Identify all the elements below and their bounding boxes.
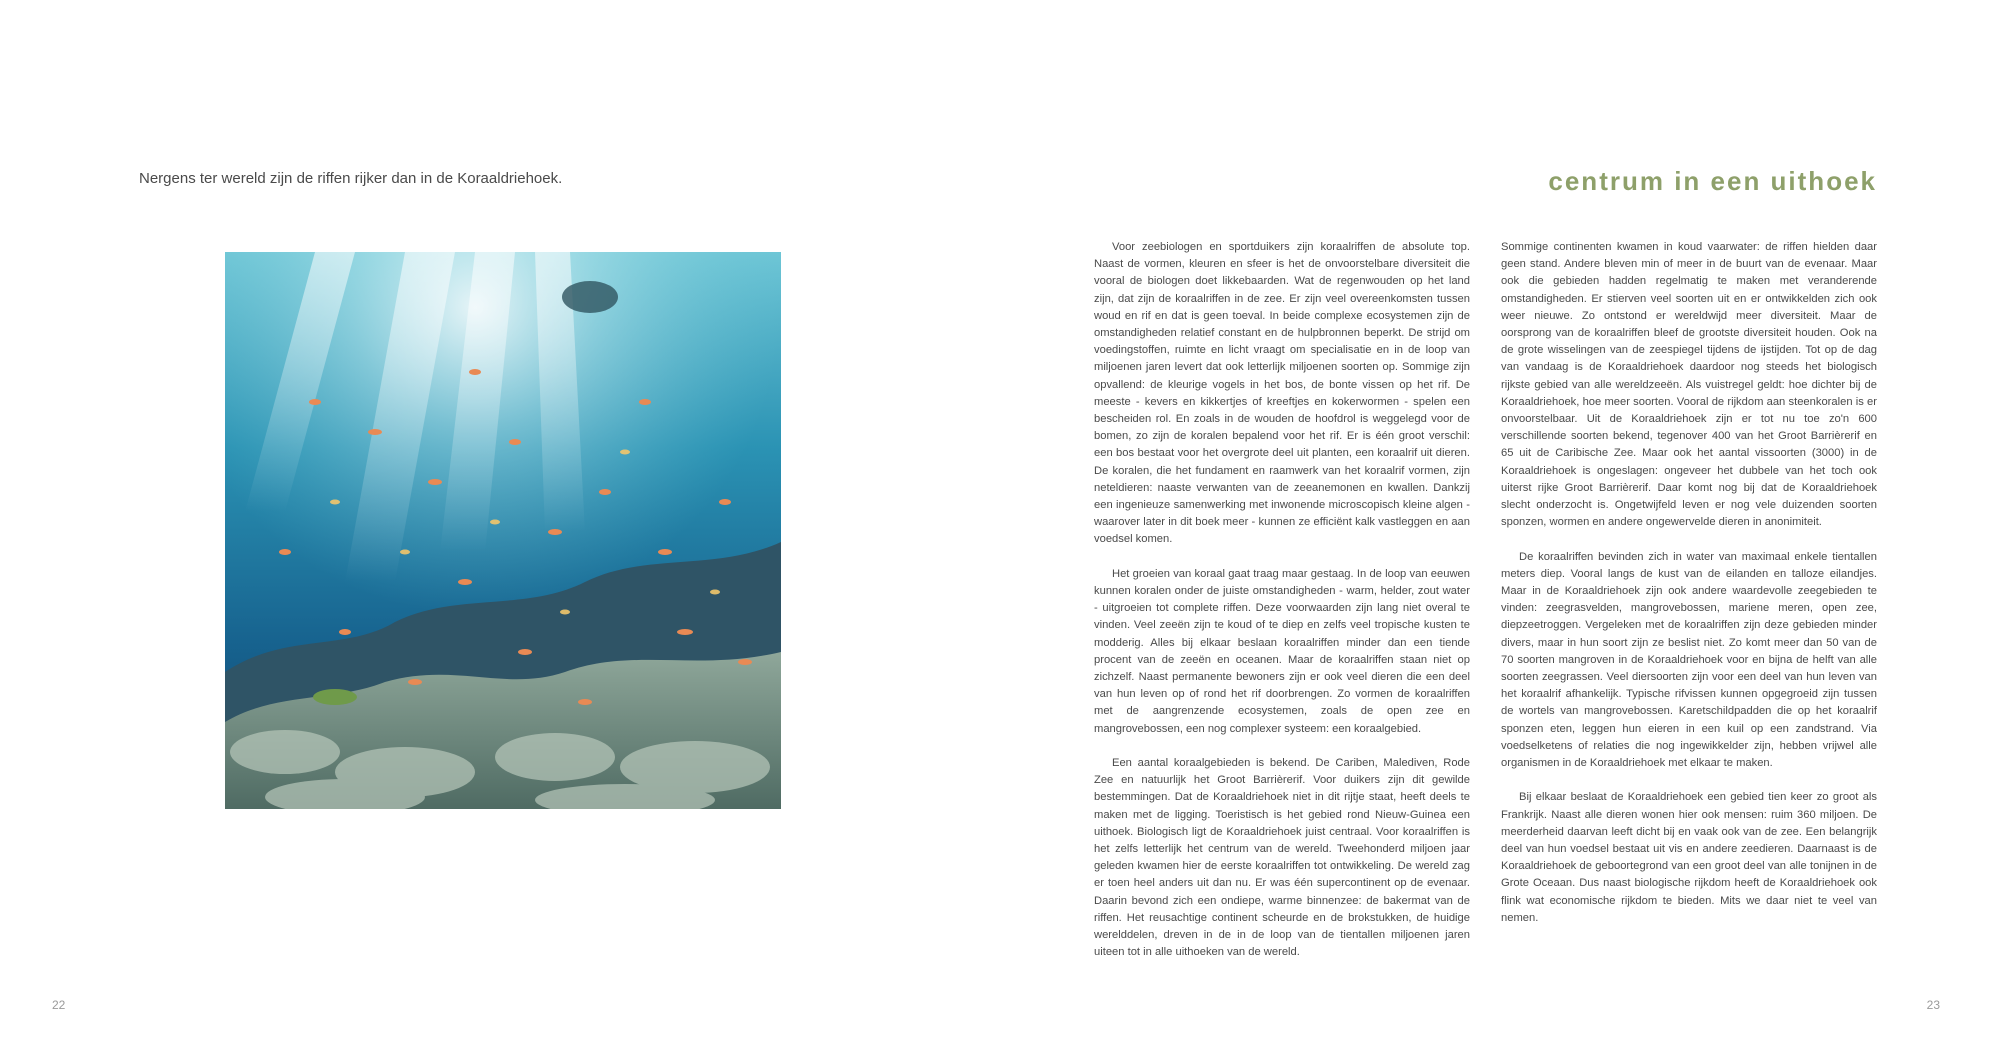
paragraph: Een aantal koraalgebieden is bekend. De Cariben, Malediven, Rode Zee en natuurlijk het Groot Barrièrerif. Voor duikers zijn dit gewilde bestemmingen. Dat de Koraaldriehoek niet in dit rijtje staat, heeft deels te maken met de ligging. Toeristisch is het gebied rond Nieuw-Guinea een uithoek. Biologisch ligt de Koraaldriehoek juist centraal. Voor koraalriffen is het zelfs letterlijk het centrum van de wereld. Tweehonderd miljoen jaar geleden kwamen hier de eerste koraalriffen tot ontwikkeling. De wereld zag er toen heel anders uit dan nu. Er was één supercontinent op de evenaar. Daarin bevond zich een ondiepe, warme binnenzee: de bakermat van de riffen. Het reusachtige continent scheurde en de brokstukken, de huidige werelddelen, dreven in de in de loop van de tientallen miljoenen jaren uiteen tot in alle uithoeken van de wereld. (1094, 757, 1470, 959)
text-column-right (1501, 239, 1877, 944)
paragraph: Voor zeebiologen en sportduikers zijn koraalriffen de absolute top. Naast de vormen, kleuren en sfeer is het de onvoorstelbare diversiteit die vooral de biologen doet likkebaarden. Wat de regenwouden op het land zijn, dat zijn de koraalriffen in de zee. Er zijn veel overeenkomsten tussen woud en rif en dat is geen toeval. In beide complexe ecosystemen zijn de omstandigheden relatief constant en de hulpbronnen beperkt. De strijd om voedingstoffen, ruimte en licht vraagt om specialisatie en in de loop van miljoenen jaren levert dat ook letterlijk miljoenen soorten op. Sommige zijn opvallend: de kleurige vogels in het bos, de bonte vissen op het rif. De meeste - kevers en kikkertjes of kreeftjes en kokerwormen - spelen een bescheiden rol. En zoals in de wouden de hoofdrol is weggelegd voor de bomen, zo zijn de koralen bepalend voor het rif. Er is één groot verschil: een bos bestaat voor het overgrote deel uit planten, een koraalrif uit dieren. De koralen, die het fundament en raamwerk van het koraalrif vormen, zijn neteldieren: naaste verwanten van de zeeanemonen en kwallen. Dankzij een ingenieuze samenwerking met inwonende microscopisch kleine algen - waarover later in dit boek meer - kunnen ze efficiënt kalk vastleggen en aan voedsel komen. (1094, 241, 1470, 546)
paragraph: Het groeien van koraal gaat traag maar gestaag. In de loop van eeuwen kunnen koralen onder de juiste omstandigheden - warm, helder, zout water - uitgroeien tot complete riffen. Deze voorwaarden zijn lang niet overal te vinden. Veel zeeën zijn te koud of te diep en zelfs veel tropische kusten te modderig. Alles bij elkaar beslaan koraalriffen minder dan een tiende procent van de zeeën en oceanen. Maar de koraalriffen staan niet op zichzelf. Naast permanente bewoners zijn er ook veel dieren die een deel van hun leven op of rond het rif doorbrengen. Zo vormen de koraalriffen met de aangrenzende ecosystemen, zoals de open zee en mangrovebossen, een nog complexer systeem: een koraalgebied. (1094, 567, 1470, 735)
coral-reef-photo (225, 252, 781, 809)
photo-caption: Nergens ter wereld zijn de riffen rijker dan in de Koraaldriehoek. (139, 170, 563, 187)
paragraph: Sommige continenten kwamen in koud vaarwater: de riffen hielden daar geen stand. Andere bleven min of meer in de buurt van de evenaar. Maar ook die gebieden hadden regelmatig te maken met veranderende omstandigheden. Er stierven veel soorten uit en er ontwikkelden zich ook weer nieuwe. Zo ontstond er wereldwijd meer diversiteit. Maar de oorsprong van de koraalriffen bleef de grootste diversiteit houden. Ook na de grote wisselingen van de zeespiegel tijdens de ijstijden. Tot op de dag van vandaag is de Koraaldriehoek daardoor nog steeds het biologisch rijkste gebied van alle wereldzeeën. Als vuistregel geldt: hoe dichter bij de Koraaldriehoek, hoe meer soorten. Vooral de rijkdom aan steenkoralen is er onvoorstelbaar. Uit de Koraaldriehoek zijn er tot nu toe zo'n 600 verschillende soorten bekend, tegenover 400 van het Groot Barrièrerif en 65 uit de Caribische Zee. Maar ook het aantal vissoorten (3000) in de Koraaldriehoek is ongeslagen: ongeveer het dubbele van het toch ook uiterst rijke Groot Barrièrerif. Daar komt nog bij dat de Koraaldriehoek slecht onderzocht is. Ongetwijfeld leven er nog vele duizenden soorten sponzen, wormen en andere ongewervelde dieren in anonimiteit. (1501, 241, 1877, 529)
text-column-left (1094, 239, 1470, 979)
paragraph: Bij elkaar beslaat de Koraaldriehoek een gebied tien keer zo groot als Frankrijk. Naast alle dieren wonen hier ook mensen: ruim 360 miljoen. De meerderheid daarvan leeft dicht bij en vaak ook van de zee. Een belangrijk deel van hun voedsel bestaat uit vis en andere zeedieren. Daarnaast is de Koraaldriehoek de geboortegrond van een groot deel van alle tonijnen in de Grote Oceaan. Dus naast biologische rijkdom heeft de Koraaldriehoek ook flink wat economische rijkdom te bieden. Mits we daar niet te veel van nemen. (1501, 791, 1877, 924)
page-number-left: 22 (52, 998, 66, 1012)
page-number-right: 23 (1926, 998, 1940, 1012)
section-title: centrum in een uithoek (1548, 166, 1877, 196)
paragraph: De koraalriffen bevinden zich in water van maximaal enkele tientallen meters diep. Vooral langs de kust van de eilanden en talloze eilandjes. Maar in de Koraaldriehoek zijn ook andere waardevolle zeegebieden te vinden: zeegrasvelden, mangrovebossen, mariene meren, open zee, diepzeetroggen. Vergeleken met de koraalriffen zijn deze gebieden minder divers, maar in hun soort zijn ze beslist niet. Zo komt meer dan 50 van de 70 soorten mangroven in de Koraaldriehoek voor en bijna de helft van alle soorten zeegrassen. Veel diersoorten zijn voor een deel van hun leven van het koraalrif afhankelijk. Typische rifvissen kunnen opgegroeid zijn tussen de wortels van mangrovebossen. Karetschildpadden die op het koraalrif sponzen eten, leggen hun eieren in een kuil op een zandstrand. Via voedselketens of relaties die nog ingewikkelder zijn, hebben vrijwel alle organismen in de Koraaldriehoek met elkaar te maken. (1501, 550, 1877, 770)
